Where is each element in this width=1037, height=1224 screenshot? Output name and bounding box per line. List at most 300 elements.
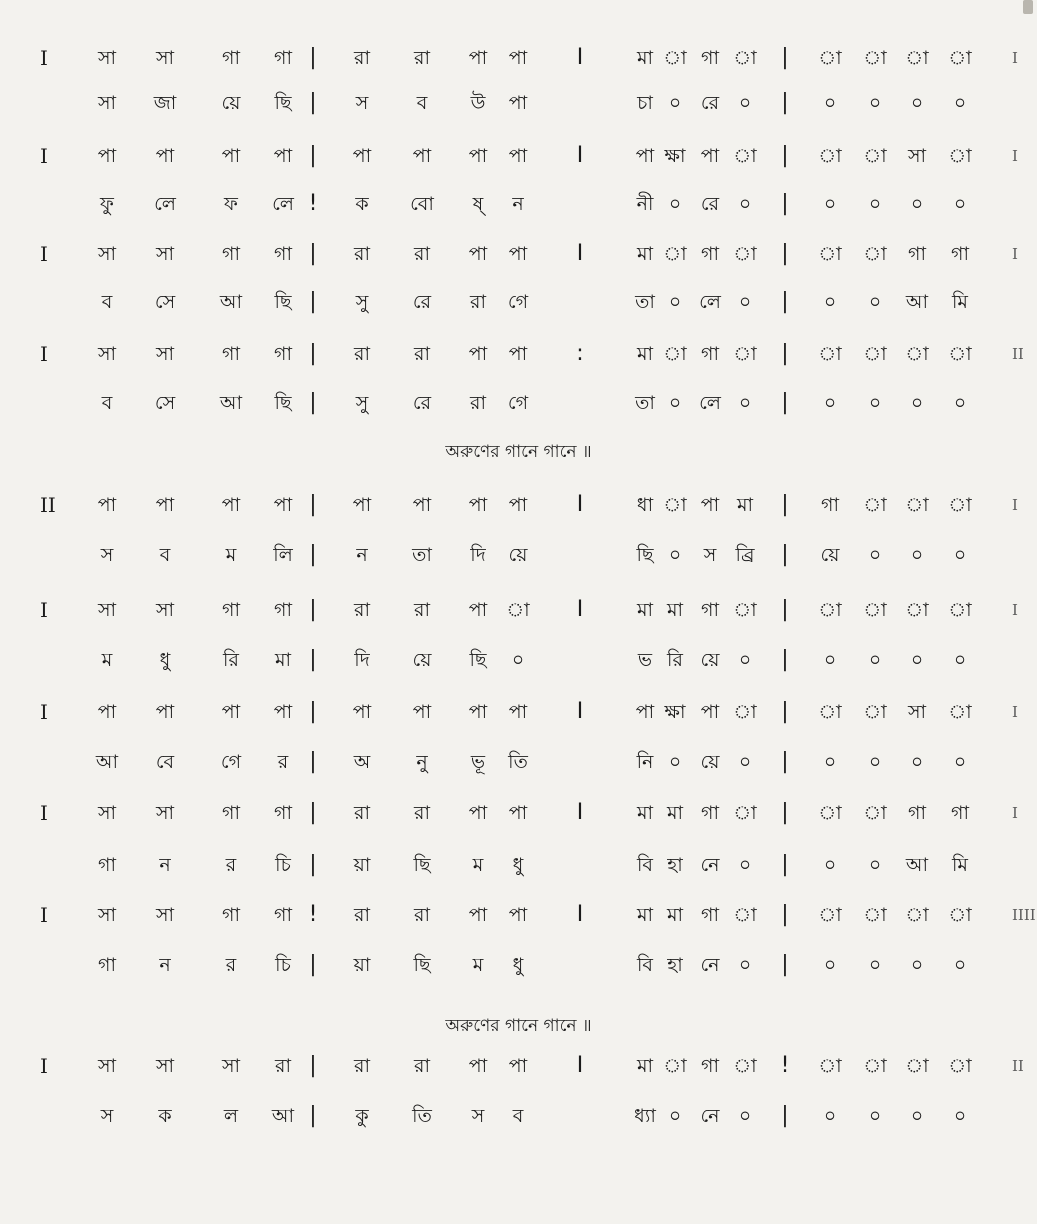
lyric-syllable: ০	[953, 392, 967, 414]
bar-line: |	[309, 90, 317, 115]
lyric-syllable: স	[100, 544, 114, 566]
swara-note: া	[733, 343, 757, 365]
lyric-syllable: য়ে	[412, 649, 432, 671]
lyric-syllable: ০	[738, 854, 752, 876]
lyric-syllable: ০	[953, 751, 967, 773]
lyric-syllable: উ	[470, 92, 486, 114]
swara-note: পা	[468, 904, 488, 926]
swara-note: সা	[155, 47, 175, 69]
swara-note: পা	[273, 494, 293, 516]
swara-note: গা	[701, 1055, 719, 1077]
lyric-syllable: ০	[868, 392, 882, 414]
lyric-line	[0, 383, 1037, 423]
bar-line: |	[781, 852, 789, 877]
swara-note: সা	[155, 343, 175, 365]
swara-note: া	[733, 802, 757, 824]
swara-note: পা	[221, 145, 241, 167]
bar-line: |	[309, 289, 317, 314]
staff-start-marker: I	[40, 342, 48, 366]
lyric-syllable: ০	[910, 1105, 924, 1127]
lyric-syllable: ব	[512, 1105, 524, 1127]
staff-start-marker: I	[40, 903, 48, 927]
lyric-syllable: ০	[868, 1105, 882, 1127]
lyric-syllable: য়া	[353, 854, 371, 876]
swara-note: রা	[354, 343, 370, 365]
lyric-syllable: ০	[953, 1105, 967, 1127]
swara-note: গা	[274, 343, 292, 365]
lyric-syllable: স	[703, 544, 717, 566]
lyric-line	[0, 1096, 1037, 1136]
lyric-syllable: র	[225, 954, 237, 976]
lyric-syllable: হা	[667, 954, 683, 976]
swara-line	[0, 334, 1037, 374]
swara-note: মা	[666, 599, 684, 621]
staff-start-marker: I	[40, 144, 48, 168]
swara-note: মা	[636, 904, 654, 926]
lyric-syllable: ০	[953, 954, 967, 976]
lyric-syllable: ০	[868, 649, 882, 671]
swara-note: া	[506, 599, 530, 621]
lyric-syllable: গে	[507, 291, 529, 313]
staff-start-marker: I	[40, 1054, 48, 1078]
swara-note: া	[818, 1055, 842, 1077]
lyric-syllable: স	[100, 1105, 114, 1127]
swara-note: া	[663, 47, 687, 69]
lyric-syllable: পা	[508, 92, 528, 114]
lyric-syllable: স	[471, 1105, 485, 1127]
swara-note: পা	[221, 701, 241, 723]
lyric-syllable: নু	[416, 751, 428, 773]
staff-start-marker: I	[40, 242, 48, 266]
swara-note: সা	[97, 243, 117, 265]
swara-note: সা	[97, 343, 117, 365]
lyric-syllable: আ	[905, 854, 929, 876]
bar-line: !	[308, 902, 318, 927]
swara-note: ক্ষা	[664, 145, 686, 167]
bar-line: I	[576, 1053, 584, 1078]
bar-line: I	[576, 597, 584, 622]
bar-line: |	[781, 45, 789, 70]
swara-note: পা	[468, 343, 488, 365]
swara-note: া	[948, 145, 972, 167]
lyric-line	[0, 640, 1037, 680]
swara-note: গা	[222, 343, 240, 365]
lyric-syllable: ০	[868, 291, 882, 313]
swara-note: পা	[273, 145, 293, 167]
bar-line: |	[309, 952, 317, 977]
lyric-syllable: রি	[223, 649, 239, 671]
lyric-syllable: ০	[910, 544, 924, 566]
lyric-syllable: মি	[952, 291, 968, 313]
lyric-syllable: য়ে	[508, 544, 528, 566]
swara-note: মা	[636, 243, 654, 265]
swara-note: া	[818, 904, 842, 926]
swara-note: পা	[468, 802, 488, 824]
swara-note: া	[863, 1055, 887, 1077]
staff-end-marker: I	[1012, 49, 1018, 67]
lyric-syllable: ০	[668, 1105, 682, 1127]
swara-note: পা	[468, 701, 488, 723]
lyric-syllable: বে	[155, 751, 175, 773]
swara-note: পা	[508, 802, 528, 824]
lyric-syllable: ০	[668, 544, 682, 566]
bar-line: |	[309, 492, 317, 517]
swara-note: া	[663, 1055, 687, 1077]
lyric-syllable: অ	[353, 751, 371, 773]
bar-line: |	[781, 597, 789, 622]
swara-note: গা	[908, 802, 926, 824]
lyric-syllable: গে	[220, 751, 242, 773]
bar-line: |	[309, 699, 317, 724]
lyric-syllable: রা	[470, 392, 486, 414]
swara-note: া	[905, 47, 929, 69]
lyric-syllable: ০	[668, 392, 682, 414]
swara-note: গা	[274, 243, 292, 265]
swara-note: া	[863, 701, 887, 723]
lyric-syllable: ন	[356, 544, 368, 566]
staff-end-marker: I	[1012, 703, 1018, 721]
swara-note: া	[733, 701, 757, 723]
bar-line: |	[781, 90, 789, 115]
swara-note: পা	[352, 701, 372, 723]
lyric-syllable: কু	[355, 1105, 369, 1127]
lyric-syllable: রে	[700, 92, 720, 114]
lyric-line	[0, 742, 1037, 782]
swara-note: মা	[666, 904, 684, 926]
swara-note: া	[663, 243, 687, 265]
swara-note: া	[863, 47, 887, 69]
swara-note: রা	[354, 599, 370, 621]
swara-note: রা	[354, 47, 370, 69]
swara-note: পা	[508, 904, 528, 926]
lyric-syllable: আ	[95, 751, 119, 773]
swara-note: গা	[274, 802, 292, 824]
swara-note: সা	[155, 599, 175, 621]
lyric-syllable: ভ	[637, 649, 653, 671]
swara-line	[0, 234, 1037, 274]
bar-line: I	[576, 45, 584, 70]
lyric-syllable: ০	[868, 92, 882, 114]
swara-note: পা	[155, 145, 175, 167]
swara-note: া	[733, 599, 757, 621]
swara-note: মা	[736, 494, 754, 516]
lyric-syllable: মা	[274, 649, 292, 671]
swara-note: পা	[700, 701, 720, 723]
swara-note: গা	[701, 47, 719, 69]
swara-note: মা	[636, 47, 654, 69]
lyric-syllable: নি	[636, 751, 654, 773]
swara-note: গা	[274, 47, 292, 69]
lyric-syllable: ০	[910, 751, 924, 773]
swara-note: পা	[352, 145, 372, 167]
lyric-syllable: ০	[668, 193, 682, 215]
swara-note: পা	[468, 599, 488, 621]
lyric-syllable: তা	[412, 544, 432, 566]
lyric-syllable: রা	[470, 291, 486, 313]
swara-note: পা	[468, 243, 488, 265]
lyric-syllable: ০	[511, 649, 525, 671]
swara-note: রা	[354, 802, 370, 824]
lyric-syllable: ছি	[413, 954, 431, 976]
lyric-syllable: চি	[275, 854, 291, 876]
lyric-syllable: ক	[355, 193, 369, 215]
swara-note: া	[948, 343, 972, 365]
lyric-syllable: য়ে	[820, 544, 840, 566]
swara-note: পা	[508, 1055, 528, 1077]
swara-note: রা	[354, 1055, 370, 1077]
swara-note: মা	[636, 343, 654, 365]
staff-start-marker: I	[40, 46, 48, 70]
lyric-syllable: ০	[738, 954, 752, 976]
lyric-syllable: ০	[738, 649, 752, 671]
lyric-line	[0, 535, 1037, 575]
swara-note: পা	[155, 701, 175, 723]
lyric-syllable: ০	[868, 954, 882, 976]
staff-end-marker: I	[1012, 601, 1018, 619]
swara-note: রা	[414, 1055, 430, 1077]
swara-note: গা	[222, 599, 240, 621]
swara-note: পা	[97, 701, 117, 723]
lyric-syllable: ধু	[159, 649, 171, 671]
lyric-syllable: র	[225, 854, 237, 876]
lyric-syllable: রি	[667, 649, 683, 671]
swara-note: পা	[412, 701, 432, 723]
swara-note: পা	[412, 145, 432, 167]
lyric-syllable: ন	[159, 854, 171, 876]
section-refrain-heading: অরুণের গানে গানে ॥	[445, 442, 592, 462]
swara-note: সা	[155, 904, 175, 926]
swara-note: সা	[97, 1055, 117, 1077]
bar-line: :	[576, 341, 584, 366]
lyric-syllable: ০	[668, 751, 682, 773]
lyric-syllable: য়ে	[700, 751, 720, 773]
bar-line: |	[781, 749, 789, 774]
lyric-syllable: হা	[667, 854, 683, 876]
lyric-syllable: ব্রি	[735, 544, 755, 566]
swara-note: গা	[701, 243, 719, 265]
lyric-syllable: ০	[823, 92, 837, 114]
lyric-syllable: ন	[159, 954, 171, 976]
swara-note: রা	[354, 243, 370, 265]
bar-line: |	[781, 1103, 789, 1128]
bar-line: |	[309, 1053, 317, 1078]
swara-note: মা	[636, 802, 654, 824]
lyric-syllable: তি	[412, 1105, 432, 1127]
lyric-syllable: ০	[868, 193, 882, 215]
bar-line: |	[309, 647, 317, 672]
swara-note: রা	[414, 802, 430, 824]
swara-line	[0, 793, 1037, 833]
swara-note: া	[905, 1055, 929, 1077]
lyric-syllable: সে	[154, 392, 176, 414]
lyric-syllable: আ	[219, 291, 243, 313]
swara-note: া	[863, 494, 887, 516]
swara-note: ধা	[636, 494, 654, 516]
lyric-syllable: র	[277, 751, 289, 773]
lyric-syllable: ব	[101, 291, 113, 313]
lyric-syllable: বো	[410, 193, 434, 215]
bar-line: |	[781, 647, 789, 672]
bar-line: |	[309, 749, 317, 774]
lyric-syllable: সু	[355, 392, 369, 414]
swara-note: গা	[701, 343, 719, 365]
swara-note: া	[863, 599, 887, 621]
lyric-syllable: ক	[158, 1105, 172, 1127]
swara-note: পা	[508, 145, 528, 167]
swara-line	[0, 38, 1037, 78]
swara-note: সা	[97, 904, 117, 926]
bar-line: I	[576, 699, 584, 724]
lyric-syllable: য়ে	[221, 92, 241, 114]
swara-note: পা	[468, 145, 488, 167]
bar-line: !	[780, 1053, 790, 1078]
lyric-syllable: ভূ	[470, 751, 486, 773]
lyric-syllable: সু	[355, 291, 369, 313]
lyric-syllable: আ	[271, 1105, 295, 1127]
bar-line: I	[576, 241, 584, 266]
lyric-syllable: মি	[952, 854, 968, 876]
lyric-syllable: তা	[635, 392, 655, 414]
swara-note: া	[818, 47, 842, 69]
staff-start-marker: I	[40, 801, 48, 825]
lyric-syllable: রে	[412, 291, 432, 313]
swara-note: গা	[701, 904, 719, 926]
swara-note: পা	[97, 494, 117, 516]
lyric-syllable: ০	[868, 544, 882, 566]
lyric-syllable: নী	[636, 193, 654, 215]
lyric-syllable: ছি	[274, 291, 292, 313]
lyric-syllable: ০	[738, 92, 752, 114]
swara-note: রা	[414, 599, 430, 621]
swara-note: া	[663, 494, 687, 516]
lyric-syllable: ফ	[224, 193, 238, 215]
swara-note: গা	[951, 243, 969, 265]
lyric-syllable: গা	[98, 954, 116, 976]
lyric-syllable: চি	[275, 954, 291, 976]
swara-note: া	[818, 343, 842, 365]
lyric-syllable: ০	[823, 1105, 837, 1127]
lyric-syllable: ০	[910, 392, 924, 414]
lyric-syllable: ০	[823, 193, 837, 215]
swara-note: সা	[155, 802, 175, 824]
swara-note: সা	[907, 145, 927, 167]
lyric-syllable: ০	[823, 751, 837, 773]
bar-line: |	[781, 542, 789, 567]
lyric-syllable: ব	[416, 92, 428, 114]
lyric-syllable: ০	[953, 649, 967, 671]
lyric-syllable: ল	[223, 1105, 239, 1127]
lyric-syllable: ০	[823, 392, 837, 414]
swara-note: গা	[222, 802, 240, 824]
swara-note: রা	[414, 343, 430, 365]
bar-line: I	[576, 143, 584, 168]
lyric-syllable: ০	[868, 751, 882, 773]
lyric-syllable: ০	[910, 954, 924, 976]
lyric-syllable: লি	[273, 544, 293, 566]
swara-line	[0, 1046, 1037, 1086]
bar-line: |	[781, 143, 789, 168]
lyric-syllable: ছি	[636, 544, 654, 566]
swara-line	[0, 485, 1037, 525]
lyric-syllable: ০	[823, 954, 837, 976]
swara-note: া	[733, 904, 757, 926]
lyric-syllable: ধু	[512, 954, 524, 976]
bar-line: !	[308, 191, 318, 216]
swara-note: া	[863, 904, 887, 926]
staff-start-marker: II	[40, 493, 56, 517]
staff-end-marker: IIII	[1012, 906, 1036, 924]
lyric-syllable: স	[355, 92, 369, 114]
lyric-syllable: বি	[636, 854, 654, 876]
lyric-syllable: লে	[699, 291, 721, 313]
bar-line: |	[781, 492, 789, 517]
swara-note: পা	[412, 494, 432, 516]
lyric-syllable: ছি	[274, 392, 292, 414]
lyric-syllable: তা	[635, 291, 655, 313]
swara-note: গা	[222, 243, 240, 265]
lyric-syllable: চা	[637, 92, 653, 114]
swara-note: া	[948, 904, 972, 926]
swara-note: পা	[508, 343, 528, 365]
lyric-syllable: ০	[823, 854, 837, 876]
lyric-syllable: লে	[154, 193, 176, 215]
lyric-syllable: দি	[354, 649, 370, 671]
swara-note: পা	[700, 145, 720, 167]
swara-note: পা	[508, 47, 528, 69]
swara-line	[0, 136, 1037, 176]
lyric-syllable: য়ে	[700, 649, 720, 671]
lyric-syllable: ০	[910, 649, 924, 671]
swara-note: া	[948, 1055, 972, 1077]
lyric-syllable: সা	[97, 92, 117, 114]
swara-line	[0, 692, 1037, 732]
lyric-syllable: ০	[738, 751, 752, 773]
swara-note: া	[948, 599, 972, 621]
bar-line: |	[309, 390, 317, 415]
lyric-syllable: ন	[512, 193, 524, 215]
staff-end-marker: I	[1012, 804, 1018, 822]
swara-note: া	[818, 802, 842, 824]
bar-line: |	[309, 800, 317, 825]
bar-line: I	[576, 492, 584, 517]
lyric-syllable: ষ্	[472, 193, 484, 215]
lyric-syllable: ০	[910, 92, 924, 114]
lyric-syllable: ০	[668, 291, 682, 313]
swara-note: ক্ষা	[664, 701, 686, 723]
lyric-syllable: তি	[508, 751, 528, 773]
swara-note: পা	[155, 494, 175, 516]
bar-line: |	[309, 143, 317, 168]
staff-start-marker: I	[40, 598, 48, 622]
lyric-syllable: লে	[272, 193, 294, 215]
swara-note: সা	[221, 1055, 241, 1077]
lyric-syllable: ০	[823, 291, 837, 313]
lyric-syllable: ০	[953, 544, 967, 566]
bar-line: I	[576, 800, 584, 825]
lyric-syllable: ০	[738, 193, 752, 215]
bar-line: |	[309, 542, 317, 567]
lyric-syllable: আ	[905, 291, 929, 313]
lyric-syllable: ০	[738, 1105, 752, 1127]
lyric-syllable: য়া	[353, 954, 371, 976]
swara-note: রা	[354, 904, 370, 926]
staff-end-marker: I	[1012, 496, 1018, 514]
swara-note: রা	[414, 904, 430, 926]
swara-note: গা	[222, 47, 240, 69]
swara-note: পা	[468, 1055, 488, 1077]
bar-line: |	[781, 341, 789, 366]
lyric-syllable: ম	[101, 649, 113, 671]
